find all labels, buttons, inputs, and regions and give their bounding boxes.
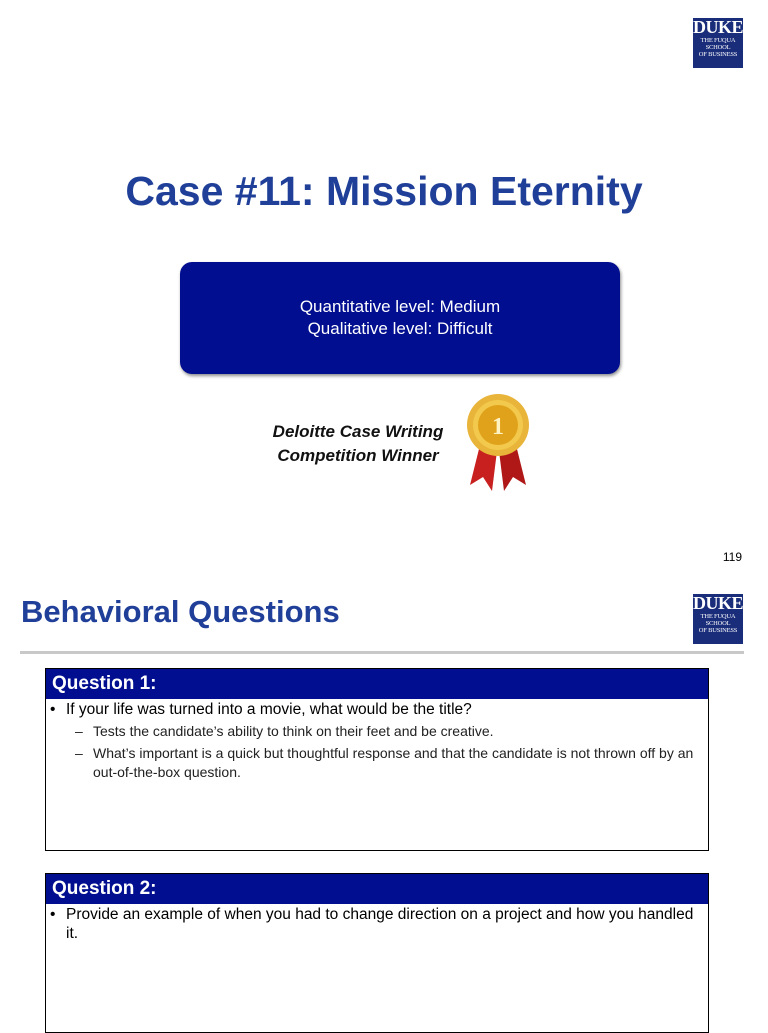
- page-number: 119: [722, 550, 742, 564]
- duke-fuqua-logo-2: DUKE THE FUQUA SCHOOL OF BUSINESS: [693, 594, 743, 644]
- quantitative-level: Quantitative level: Medium: [299, 297, 501, 316]
- title-divider: [20, 651, 744, 654]
- question-prompt: • Provide an example of when you had to change direction on a project and how you handled it.: [50, 906, 694, 942]
- question-header: Question 1:: [46, 669, 708, 699]
- question-header: Question 2:: [46, 874, 708, 904]
- case-title: Case #11: Mission Eternity: [125, 168, 643, 214]
- gold-medal-icon: [462, 393, 534, 495]
- award-text: [262, 420, 454, 468]
- difficulty-levels-box: [180, 262, 620, 374]
- section-title: Behavioral Questions: [21, 594, 340, 629]
- award-line-2: Competition Winner: [277, 446, 439, 465]
- award-line-1: Deloitte Case Writing: [272, 422, 444, 441]
- question-note-2: – What’s important is a quick but thoughtful response and that the candidate is not thrown off by an out-of-the-box question.: [75, 745, 694, 780]
- question-note-1: – Tests the candidate’s ability to think on their feet and be creative.: [75, 723, 494, 739]
- question-card-2: [45, 873, 709, 1033]
- question-prompt: • If your life was turned into a movie, what would be the title?: [50, 701, 472, 718]
- qualitative-level: Qualitative level: Difficult: [307, 319, 493, 338]
- medal-digit: 1: [492, 414, 504, 440]
- duke-fuqua-logo: DUKE THE FUQUA SCHOOL OF BUSINESS: [693, 18, 743, 68]
- question-card-1: [45, 668, 709, 851]
